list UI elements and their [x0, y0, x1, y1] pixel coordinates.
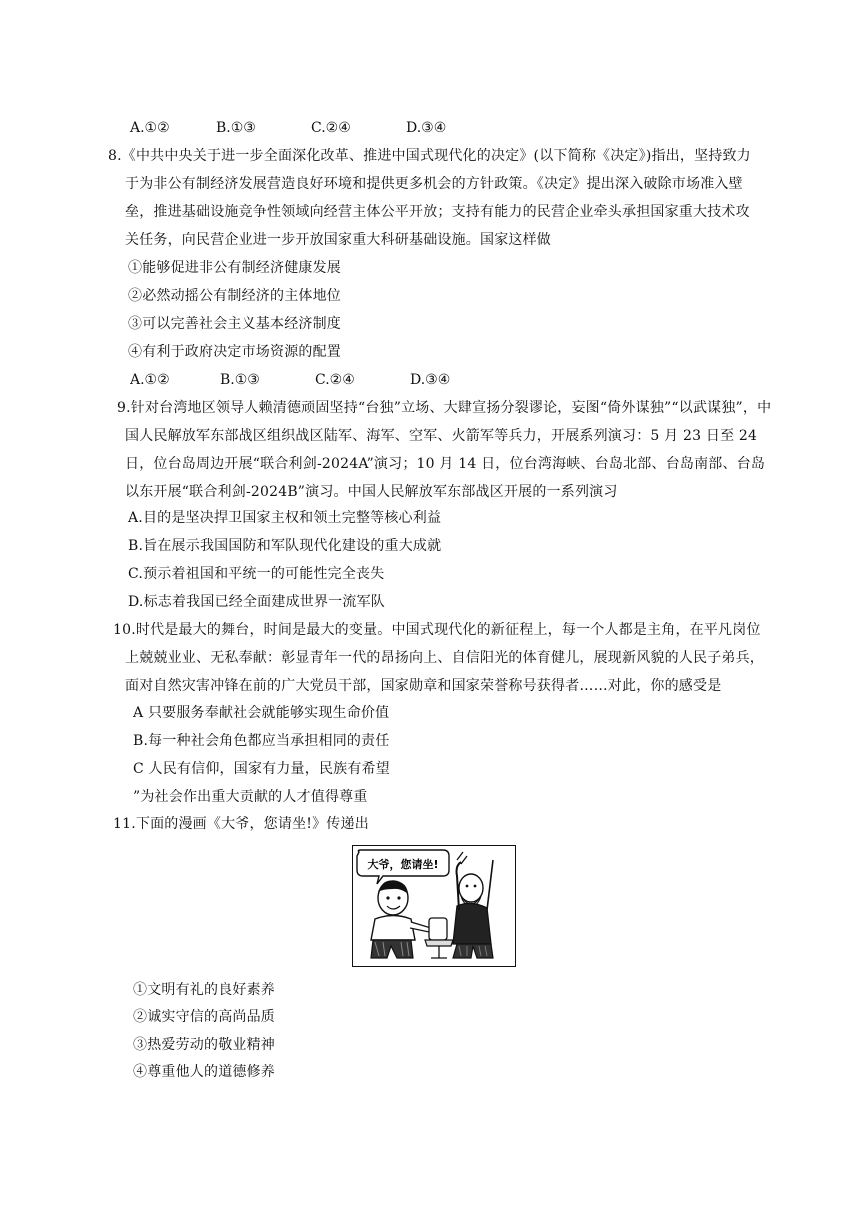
- q10-stem-line: 上兢兢业业、无私奉献：彰显青年一代的昂扬向上、自信阳光的体育健儿，展现新风貌的人民子弟兵，: [125, 650, 764, 666]
- q8-option-d: D.③④: [410, 372, 451, 388]
- q10-stem-line: 10.时代是最大的舞台，时间是最大的变量。中国式现代化的新征程上，每一个人都是主角，在平凡岗位: [113, 622, 761, 638]
- q11-statement: ①文明有礼的良好素养: [133, 982, 275, 998]
- q7-option-b: B.①③: [216, 120, 256, 136]
- q11-statement: ②诚实守信的高尚品质: [133, 1009, 275, 1025]
- q9-stem-line: 日，位台岛周边开展“联合利剑-2024A”演习；10 月 14 日，位台湾海峡、台岛北部、台岛南部、台岛: [125, 456, 766, 472]
- q8-stem-line: 8.《中共中央关于进一步全面深化改革、推进中国式现代化的决定》(以下简称《决定》)指出，坚持致力: [108, 148, 751, 164]
- q8-stem-line: 于为非公有制经济发展营造良好环境和提供更多机会的方针政策。《决定》提出深入破除市场准入壁: [125, 176, 743, 192]
- q8-option-b: B.①③: [220, 372, 260, 388]
- q10-option-d: ”为社会作出重大贡献的人才值得尊重: [133, 789, 368, 805]
- q8-option-a: A.①②: [130, 372, 170, 388]
- q9-stem-line: 国人民解放军东部战区组织战区陆军、海军、空军、火箭军等兵力，开展系列演习：5 月 23 日至 24: [125, 428, 758, 444]
- q10-option-c: C 人民有信仰，国家有力量，民族有希望: [133, 761, 390, 777]
- q11-statement: ④尊重他人的道德修养: [133, 1064, 275, 1080]
- q8-option-c: C.②④: [315, 372, 355, 388]
- q10-option-b: B.每一种社会角色都应当承担相同的责任: [133, 733, 390, 749]
- q8-statement: ①能够促进非公有制经济健康发展: [128, 260, 341, 276]
- q9-option-a: A.目的是坚决捍卫国家主权和领土完整等核心利益: [128, 510, 442, 526]
- q9-option-c: C.预示着祖国和平统一的可能性完全丧失: [128, 566, 385, 582]
- q7-options: [130, 118, 446, 138]
- q7-option-a: A.①②: [130, 120, 170, 136]
- q8-stem-line: 关任务，向民营企业进一步开放国家重大科研基础设施。国家这样做: [125, 232, 551, 248]
- q8-statement: ②必然动摇公有制经济的主体地位: [128, 288, 341, 304]
- q8-statement: ③可以完善社会主义基本经济制度: [128, 316, 341, 332]
- q9-option-d: D.标志着我国已经全面建成世界一流军队: [128, 594, 385, 610]
- q10-option-a: A 只要服务奉献社会就能够实现生命价值: [133, 705, 390, 721]
- cartoon-image: [352, 845, 516, 967]
- q7-option-c: C.②④: [311, 120, 351, 136]
- q7-option-d: D.③④: [406, 120, 447, 136]
- q11-statement: ③热爱劳动的敬业精神: [133, 1037, 275, 1053]
- q11-stem: 11.下面的漫画《大爷，您请坐!》传递出: [113, 816, 369, 832]
- q9-stem-line: 9.针对台湾地区领导人赖清德顽固坚持“台独”立场、大肆宣扬分裂谬论，妄图“倚外谋独”“以武谋独”，中: [117, 400, 772, 416]
- q9-stem-line: 以东开展“联合利剑-2024B”演习。中国人民解放军东部战区开展的一系列演习: [125, 484, 618, 500]
- q8-statement: ④有利于政府决定市场资源的配置: [128, 344, 341, 360]
- q8-options: [130, 370, 450, 390]
- cartoon-drawing: [353, 846, 514, 965]
- q10-stem-line: 面对自然灾害冲锋在前的广大党员干部，国家勋章和国家荣誉称号获得者……对此，你的感受是: [125, 678, 722, 694]
- q8-stem-line: 垒，推进基础设施竞争性领域向经营主体公平开放；支持有能力的民营企业牵头承担国家重大技术攻: [125, 204, 750, 220]
- cartoon-caption: 大爷，您请坐!: [367, 858, 439, 871]
- q9-option-b: B.旨在展示我国国防和军队现代化建设的重大成就: [128, 538, 442, 554]
